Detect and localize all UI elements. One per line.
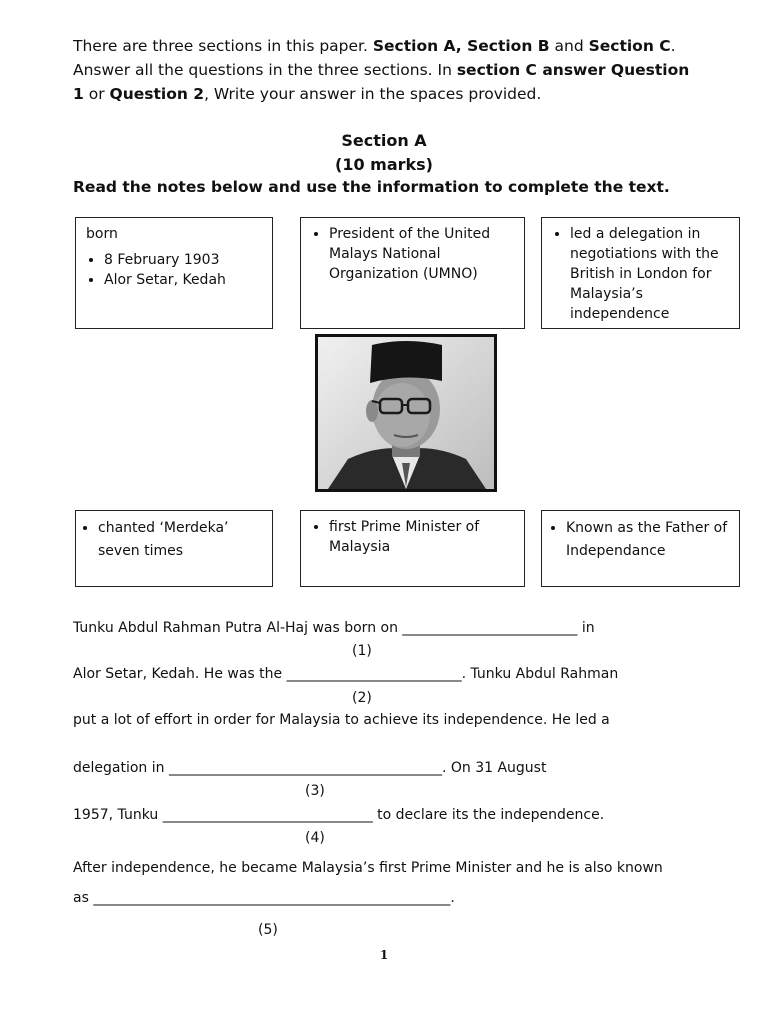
note-president: • President of the United Malays National Organization (UMNO) bbox=[329, 224, 516, 284]
note-born-date: • 8 February 1903 bbox=[104, 250, 264, 270]
intro-text: and bbox=[549, 37, 589, 55]
note-born-list bbox=[84, 250, 264, 290]
note-box-born bbox=[75, 217, 273, 329]
section-marks: (10 marks) bbox=[335, 155, 433, 174]
note-box-father bbox=[541, 510, 740, 587]
blank-number-4: (4) bbox=[305, 830, 325, 846]
intro-bold: section C answer Question 1 bbox=[73, 61, 690, 103]
blank-number-1: (1) bbox=[352, 643, 372, 659]
passage-line-3: put a lot of effort in order for Malaysia to achieve its independence. He led a bbox=[73, 712, 610, 728]
passage-line-6: After independence, he became Malaysia’s first Prime Minister and he is also known bbox=[73, 860, 663, 876]
blank-number-5: (5) bbox=[258, 922, 278, 938]
passage-line-1: Tunku Abdul Rahman Putra Al-Haj was born on _________________________ in bbox=[73, 620, 595, 636]
passage-line-7: as ___________________________________________________. bbox=[73, 890, 455, 906]
note-delegation: • led a delegation in negotiations with the British in London for Malaysia’s independence bbox=[570, 224, 731, 324]
note-box-merdeka bbox=[75, 510, 273, 587]
passage-line-4: delegation in _______________________________________. On 31 August bbox=[73, 760, 547, 776]
intro-text: , Write your answer in the spaces provided. bbox=[204, 85, 542, 103]
note-merdeka: • chanted ‘Merdeka’ seven times bbox=[98, 517, 264, 563]
intro-bold: Question 2 bbox=[109, 85, 205, 103]
note-box-pm bbox=[300, 510, 525, 587]
passage-line-2: Alor Setar, Kedah. He was the _________________________. Tunku Abdul Rahman bbox=[73, 666, 619, 682]
note-father: • Known as the Father of Independance bbox=[566, 517, 731, 563]
intro-text: or bbox=[83, 85, 110, 103]
intro-bold: Section A, Section B bbox=[372, 37, 550, 55]
section-title: Section A bbox=[341, 131, 427, 150]
blank-number-2: (2) bbox=[352, 690, 372, 706]
intro-bold: Section C bbox=[588, 37, 671, 55]
note-born-label: born bbox=[86, 226, 118, 242]
section-instruction: Read the notes below and use the information to complete the text. bbox=[73, 178, 670, 196]
intro-text: . Answer all the questions in the three sections. In bbox=[73, 37, 676, 79]
note-pm: • first Prime Minister of Malaysia bbox=[329, 517, 516, 557]
passage-line-5: 1957, Tunku ______________________________ to declare its the independence. bbox=[73, 807, 605, 823]
portrait-photo bbox=[315, 334, 497, 492]
note-born-place: • Alor Setar, Kedah bbox=[104, 270, 264, 290]
intro-paragraph bbox=[73, 34, 693, 106]
blank-number-3: (3) bbox=[305, 783, 325, 799]
portrait-illustration bbox=[318, 337, 494, 489]
intro-text: There are three sections in this paper. bbox=[73, 37, 373, 55]
page-number: 1 bbox=[379, 948, 389, 962]
note-box-delegation bbox=[541, 217, 740, 329]
note-box-president bbox=[300, 217, 525, 329]
